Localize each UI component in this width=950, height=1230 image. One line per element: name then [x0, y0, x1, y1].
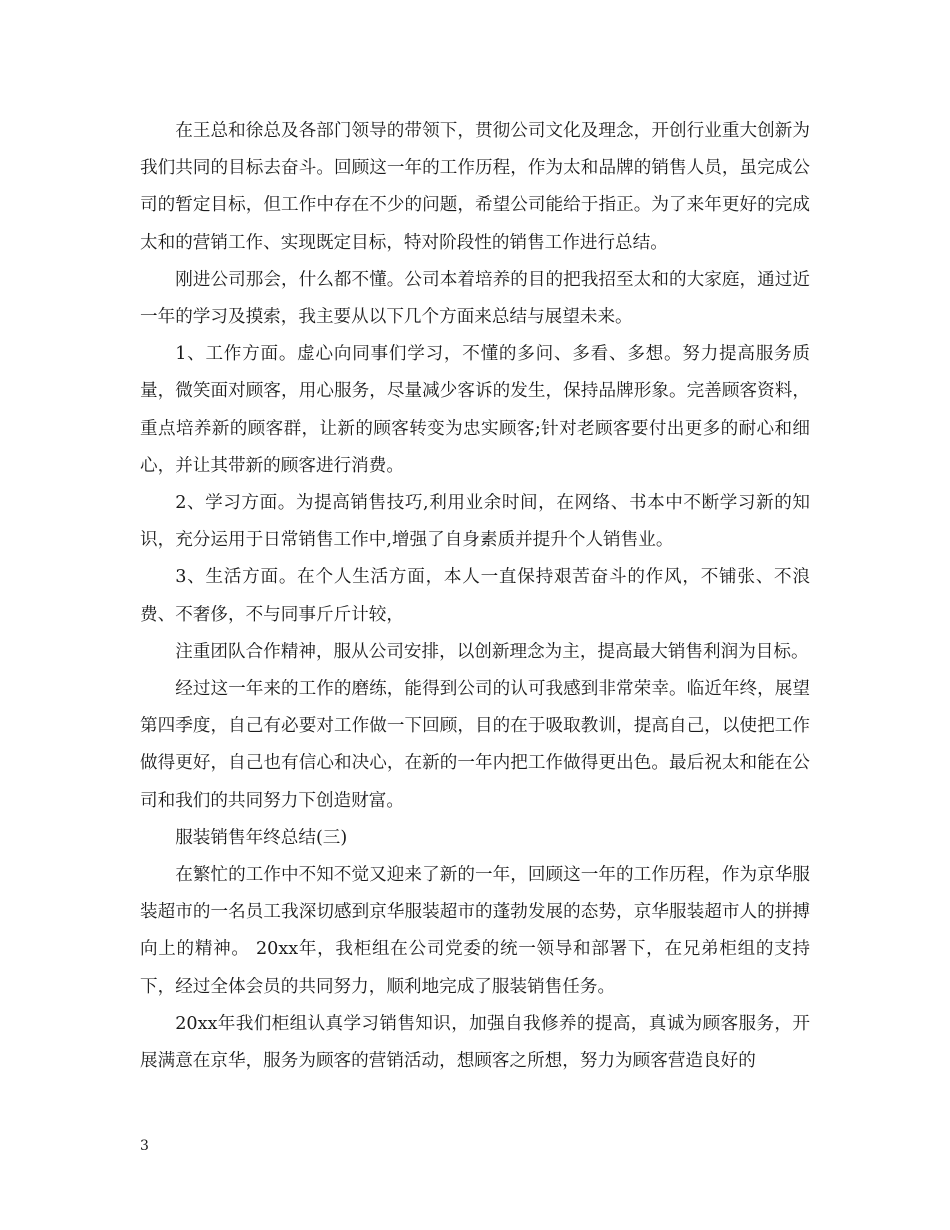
section-heading: 服装销售年终总结(三) — [175, 827, 348, 848]
paragraph-jinghua-intro: 在繁忙的工作中不知不觉又迎来了新的一年，回顾这一年的工作历程，作为京华服装超市的一名员工我深切感到京华服装超市的蓬勃发展的态势，京华服装超市人的拼搏向上的精神。 20xx年，我柜组在公司党委的统一领导和部署下，在兄弟柜组的支持下，经过全体会员的共同努力，顺利地完成了服装销售任务。 — [140, 865, 810, 997]
document-body — [140, 113, 810, 1080]
paragraph-year-end-review: 经过这一年来的工作的磨练，能得到公司的认可我感到非常荣幸。临近年终，展望第四季度，自己有必要对工作做一下回顾，目的在于吸取教训，提高自己，以使把工作做得更好，自己也有信心和决心，在新的一年内把工作做得更出色。最后祝太和能在公司和我们的共同努力下创造财富。 — [140, 679, 810, 811]
paragraph-intro: 在王总和徐总及各部门领导的带领下，贯彻公司文化及理念，开创行业重大创新为我们共同的目标去奋斗。回顾这一年的工作历程，作为太和品牌的销售人员，虽完成公司的暂定目标，但工作中存在不少的问题，希望公司能给于指正。为了来年更好的完成太和的营销工作、实现既定目标，特对阶段性的销售工作进行总结。 — [140, 121, 810, 253]
page-number: 3 — [140, 1138, 149, 1154]
paragraph-life-aspect: 3、生活方面。在个人生活方面，本人一直保持艰苦奋斗的作风，不铺张、不浪费、不奢侈，不与同事斤斤计较， — [140, 567, 810, 625]
paragraph-teamwork: 注重团队合作精神，服从公司安排，以创新理念为主，提高最大销售利润为目标。 — [175, 641, 809, 662]
paragraph-joining-company: 刚进公司那会，什么都不懂。公司本着培养的目的把我招至太和的大家庭，通过近一年的学习及摸索，我主要从以下几个方面来总结与展望未来。 — [140, 269, 810, 328]
paragraph-work-aspect: 1、工作方面。虚心向同事们学习，不懂的多问、多看、多想。努力提高服务质量，微笑面对顾客，用心服务，尽量减少客诉的发生，保持品牌形象。完善顾客资料，重点培养新的顾客群，让新的顾客转变为忠实顾客;针对老顾客要付出更多的耐心和细心，并让其带新的顾客进行消费。 — [140, 344, 810, 476]
paragraph-jinghua-service: 20xx年我们柜组认真学习销售知识，加强自我修养的提高，真诚为顾客服务，开展满意在京华，服务为顾客的营销活动，想顾客之所想，努力为顾客营造良好的 — [140, 1013, 810, 1072]
paragraph-study-aspect: 2、学习方面。为提高销售技巧,利用业余时间，在网络、书本中不断学习新的知识，充分运用于日常销售工作中,增强了自身素质并提升个人销售业。 — [140, 493, 810, 551]
